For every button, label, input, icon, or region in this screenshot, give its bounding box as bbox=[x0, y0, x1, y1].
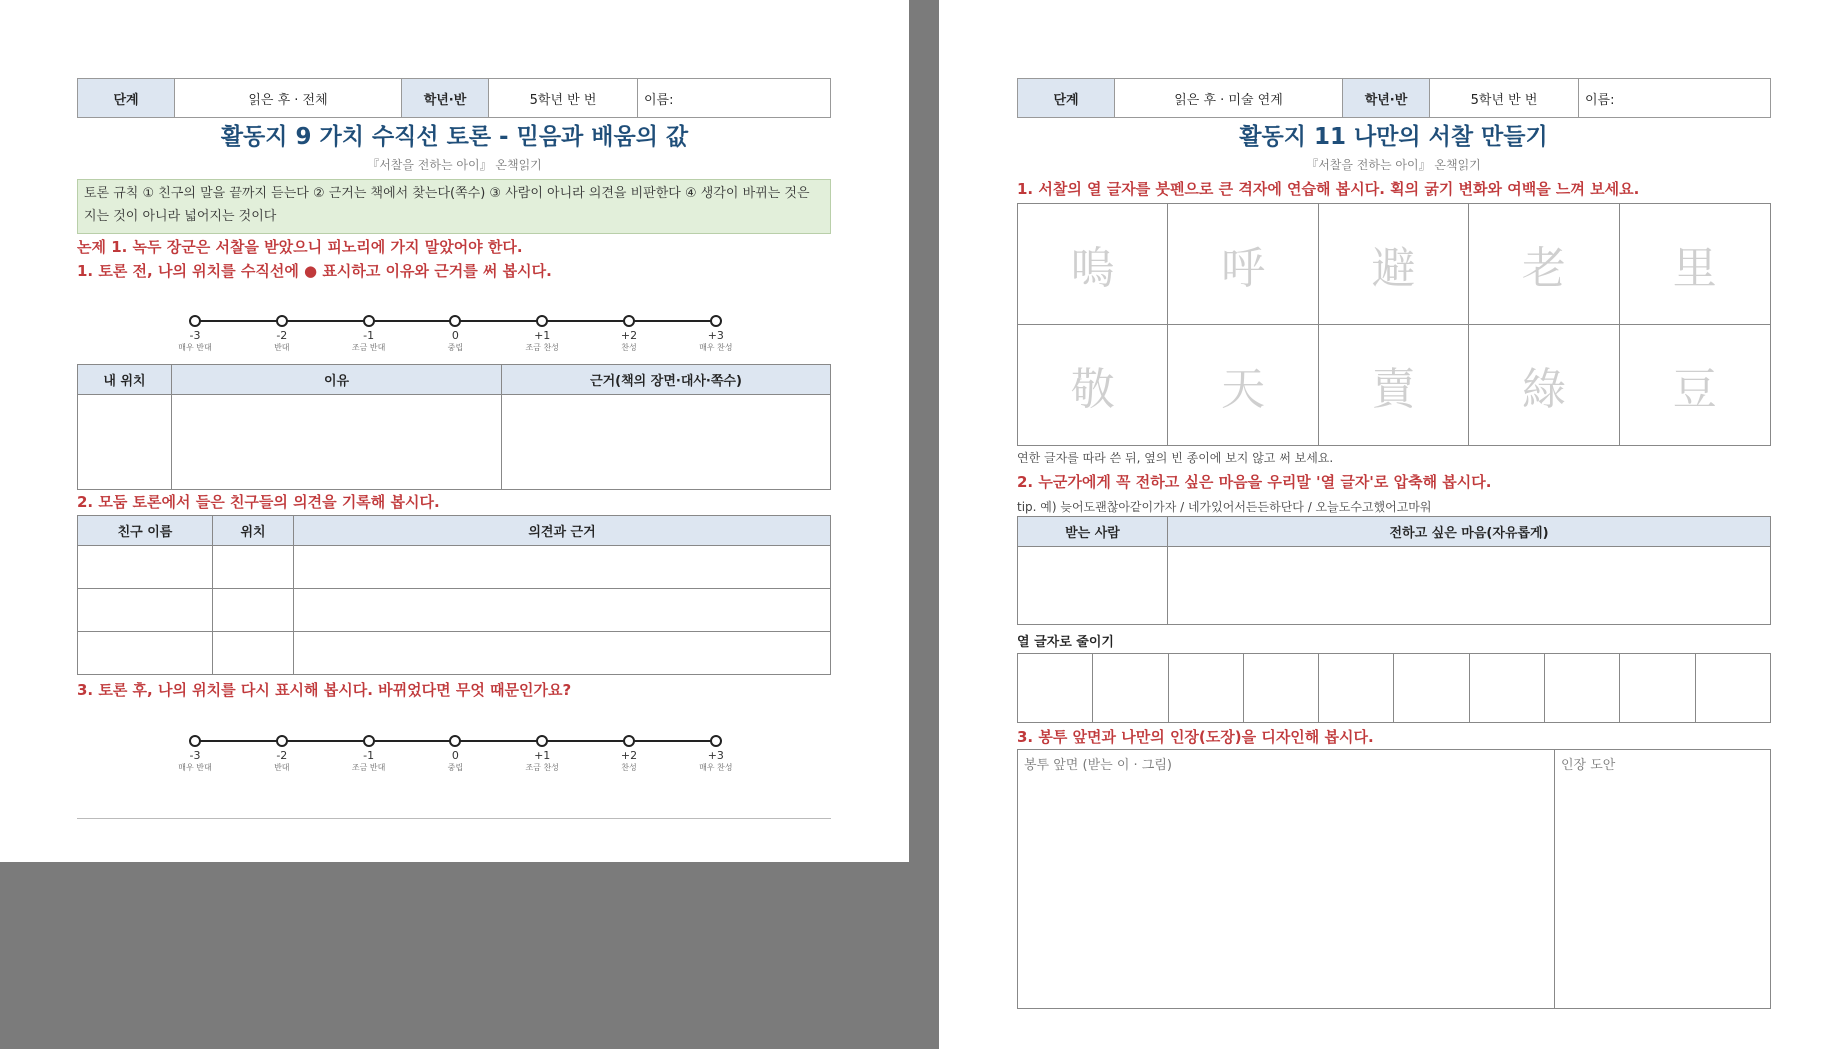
table-row bbox=[78, 546, 831, 589]
class-value: 5학년 반 번 bbox=[1430, 79, 1579, 117]
position-cell[interactable] bbox=[213, 632, 294, 675]
scale-tick-label bbox=[339, 330, 399, 353]
question-2: 2. 모둠 토론에서 들은 친구들의 의견을 기록해 봅시다. bbox=[77, 493, 440, 511]
scale-tick-number: -1 bbox=[363, 749, 375, 762]
scale-tick-label bbox=[512, 750, 572, 773]
hanja-cell[interactable]: 老 bbox=[1469, 204, 1619, 325]
letter-box[interactable] bbox=[1620, 654, 1695, 722]
scale-tick-label bbox=[425, 330, 485, 353]
friend-name-cell[interactable] bbox=[78, 589, 213, 632]
scale-tick-word: 매우 반대 bbox=[178, 763, 212, 772]
scale-tick-word: 조금 찬성 bbox=[525, 763, 559, 772]
scale-tick-number: +3 bbox=[707, 749, 724, 762]
letter-box[interactable] bbox=[1244, 654, 1319, 722]
scale-tick-label bbox=[599, 330, 659, 353]
scale-point[interactable] bbox=[189, 735, 201, 747]
scale-tick-word: 찬성 bbox=[621, 343, 637, 352]
message-table bbox=[1017, 516, 1771, 625]
letter-box[interactable] bbox=[1696, 654, 1770, 722]
hanja-cell[interactable]: 嗚 bbox=[1018, 204, 1168, 325]
header-message: 전하고 싶은 마음(자유롭게) bbox=[1168, 517, 1771, 547]
friend-name-cell[interactable] bbox=[78, 632, 213, 675]
position-cell[interactable] bbox=[213, 546, 294, 589]
scale-point[interactable] bbox=[363, 735, 375, 747]
scale-tick-word: 매우 반대 bbox=[178, 343, 212, 352]
evidence-cell[interactable] bbox=[502, 395, 831, 490]
scale-tick-label bbox=[425, 750, 485, 773]
header-opinion: 의견과 근거 bbox=[294, 516, 831, 546]
scale-tick-number: -2 bbox=[276, 329, 288, 342]
page-title: 활동지 11 나만의 서찰 만들기 bbox=[1239, 124, 1548, 150]
letter-box[interactable] bbox=[1093, 654, 1168, 722]
my-position-cell[interactable] bbox=[78, 395, 172, 490]
scale-tick-label bbox=[599, 750, 659, 773]
ten-letter-boxes bbox=[1017, 653, 1771, 723]
scale-tick-number: +3 bbox=[707, 329, 724, 342]
worksheet-header bbox=[77, 78, 831, 118]
reason-cell[interactable] bbox=[172, 395, 502, 490]
hanja-cell[interactable]: 豆 bbox=[1672, 363, 1717, 415]
tracing-note: 연한 글자를 따라 쓴 뒤, 옆의 빈 종이에 보지 않고 써 보세요. bbox=[1017, 451, 1334, 465]
scale-tick-number: 0 bbox=[451, 329, 459, 342]
scale-tick-word: 조금 반대 bbox=[351, 763, 386, 772]
name-field[interactable]: 이름: bbox=[644, 92, 674, 108]
debate-topic: 논제 1. 녹두 장군은 서찰을 받았으니 피노리에 가지 말았어야 한다. bbox=[77, 238, 523, 256]
seal-design-box[interactable]: 인장 도안 bbox=[1561, 758, 1616, 773]
scale-point[interactable] bbox=[710, 735, 722, 747]
header-reason: 이유 bbox=[172, 365, 502, 395]
ten-letter-label: 열 글자로 줄이기 bbox=[1017, 635, 1114, 650]
scale-tick-word: 조금 찬성 bbox=[525, 343, 559, 352]
scale-tick-number: +2 bbox=[620, 329, 638, 342]
worksheet-page-9 bbox=[0, 0, 909, 862]
scale-tick-label bbox=[252, 750, 312, 773]
scale-tick-label bbox=[686, 330, 746, 353]
opinion-cell[interactable] bbox=[294, 589, 831, 632]
scale-tick-number: -3 bbox=[189, 749, 201, 762]
scale-point[interactable] bbox=[623, 735, 635, 747]
question-1: 1. 토론 전, 나의 위치를 수직선에 ● 표시하고 이유와 근거를 써 봅시다. bbox=[77, 262, 552, 280]
bottom-divider bbox=[77, 818, 831, 819]
worksheet-header bbox=[1017, 78, 1771, 118]
scale-tick-label bbox=[512, 330, 572, 353]
opinion-cell[interactable] bbox=[294, 632, 831, 675]
scale-tick-word: 중립 bbox=[447, 763, 464, 772]
recipient-cell[interactable] bbox=[1018, 547, 1168, 625]
scale-tick-number: +2 bbox=[620, 749, 638, 762]
scale-point[interactable] bbox=[276, 735, 288, 747]
book-subtitle: 『서찰을 전하는 아이』 온책읽기 bbox=[367, 158, 542, 172]
header-evidence: 근거(책의 장면·대사·쪽수) bbox=[502, 365, 831, 395]
hanja-cell[interactable]: 呼 bbox=[1168, 204, 1318, 325]
design-area bbox=[1017, 749, 1771, 1009]
worksheet-page-11 bbox=[939, 0, 1848, 1049]
scale-tick-number: -2 bbox=[276, 749, 288, 762]
scale-tick-label bbox=[165, 330, 225, 353]
scale-point[interactable] bbox=[536, 735, 548, 747]
question-3: 3. 봉투 앞면과 나만의 인장(도장)을 디자인해 봅시다. bbox=[1017, 728, 1374, 746]
scale-point[interactable] bbox=[449, 315, 461, 327]
scale-tick-number: +1 bbox=[534, 749, 551, 762]
book-subtitle: 『서찰을 전하는 아이』 온책읽기 bbox=[1306, 158, 1481, 172]
hanja-practice-grid[interactable] bbox=[1017, 203, 1771, 446]
hanja-cell[interactable]: 敬 bbox=[1018, 325, 1168, 446]
hanja-cell[interactable]: 里 bbox=[1620, 204, 1770, 325]
scale-point[interactable] bbox=[710, 315, 722, 327]
position-cell[interactable] bbox=[213, 589, 294, 632]
letter-box[interactable] bbox=[1545, 654, 1620, 722]
letter-box[interactable] bbox=[1394, 654, 1469, 722]
page-title: 활동지 9 가치 수직선 토론 - 믿음과 배움의 값 bbox=[220, 124, 689, 150]
hanja-cell[interactable]: 賣 bbox=[1319, 325, 1469, 446]
scale-tick-label bbox=[252, 330, 312, 353]
scale-tick-number: -1 bbox=[363, 329, 375, 342]
stage-label: 단계 bbox=[1018, 79, 1115, 117]
table-row bbox=[78, 589, 831, 632]
scale-point[interactable] bbox=[623, 315, 635, 327]
opinion-cell[interactable] bbox=[294, 546, 831, 589]
class-label: 학년·반 bbox=[1343, 79, 1430, 117]
stage-value: 읽은 후 · 전체 bbox=[175, 79, 402, 117]
scale-tick-label bbox=[165, 750, 225, 773]
header-my-position: 내 위치 bbox=[78, 365, 172, 395]
scale-point[interactable] bbox=[449, 735, 461, 747]
scale-tick-number: -3 bbox=[189, 329, 201, 342]
scale-tick-word: 찬성 bbox=[621, 763, 637, 772]
header-recipient: 받는 사람 bbox=[1018, 517, 1168, 547]
scale-tick-word: 반대 bbox=[274, 763, 290, 772]
friend-name-cell[interactable] bbox=[78, 546, 213, 589]
letter-box[interactable] bbox=[1470, 654, 1545, 722]
class-label: 학년·반 bbox=[402, 79, 489, 117]
class-value: 5학년 반 번 bbox=[489, 79, 638, 117]
letter-box[interactable] bbox=[1169, 654, 1244, 722]
tip-text: tip. 예) 늦어도괜찮아같이가자 / 네가있어서든든하단다 / 오늘도수고했어고마워 bbox=[1017, 500, 1432, 514]
scale-tick-label bbox=[339, 750, 399, 773]
debate-rules: 토론 규칙 ① 친구의 말을 끝까지 듣는다 ② 근거는 책에서 찾는다(쪽수) ③ 사람이 아니라 의견을 비판한다 ④ 생각이 바뀌는 것은 지는 것이 아니라 넓어지는 것이다 bbox=[77, 179, 831, 234]
hanja-cell[interactable]: 避 bbox=[1319, 204, 1469, 325]
letter-box[interactable] bbox=[1018, 654, 1093, 722]
hanja-cell[interactable]: 綠 bbox=[1469, 325, 1619, 446]
reason-table bbox=[77, 364, 831, 490]
scale-point[interactable] bbox=[363, 315, 375, 327]
scale-point[interactable] bbox=[276, 315, 288, 327]
friends-opinion-table bbox=[77, 515, 831, 675]
scale-tick-word: 매우 찬성 bbox=[699, 343, 733, 352]
header-friend-name: 친구 이름 bbox=[78, 516, 213, 546]
stage-label: 단계 bbox=[78, 79, 175, 117]
scale-tick-label bbox=[686, 750, 746, 773]
scale-tick-word: 반대 bbox=[274, 343, 290, 352]
question-1: 1. 서찰의 열 글자를 붓펜으로 큰 격자에 연습해 봅시다. 획의 굵기 변화와 여백을 느껴 보세요. bbox=[1017, 180, 1640, 198]
hanja-cell[interactable]: 天 bbox=[1168, 325, 1318, 446]
name-field[interactable]: 이름: bbox=[1585, 92, 1615, 108]
question-2: 2. 누군가에게 꼭 전하고 싶은 마음을 우리말 '열 글자'로 압축해 봅시다. bbox=[1017, 473, 1492, 491]
scale-tick-word: 조금 반대 bbox=[351, 343, 386, 352]
message-cell[interactable] bbox=[1168, 547, 1771, 625]
question-3: 3. 토론 후, 나의 위치를 다시 표시해 봅시다. 바뀌었다면 무엇 때문인가요? bbox=[77, 681, 572, 699]
scale-tick-number: 0 bbox=[451, 749, 459, 762]
letter-box[interactable] bbox=[1319, 654, 1394, 722]
envelope-design-box[interactable]: 봉투 앞면 (받는 이 · 그림) bbox=[1018, 750, 1555, 1008]
scale-point[interactable] bbox=[189, 315, 201, 327]
scale-tick-word: 매우 찬성 bbox=[699, 763, 733, 772]
header-position: 위치 bbox=[213, 516, 294, 546]
scale-tick-word: 중립 bbox=[447, 343, 464, 352]
scale-point[interactable] bbox=[536, 315, 548, 327]
scale-tick-number: +1 bbox=[534, 329, 551, 342]
stage-value: 읽은 후 · 미술 연계 bbox=[1115, 79, 1343, 117]
table-row bbox=[78, 632, 831, 675]
